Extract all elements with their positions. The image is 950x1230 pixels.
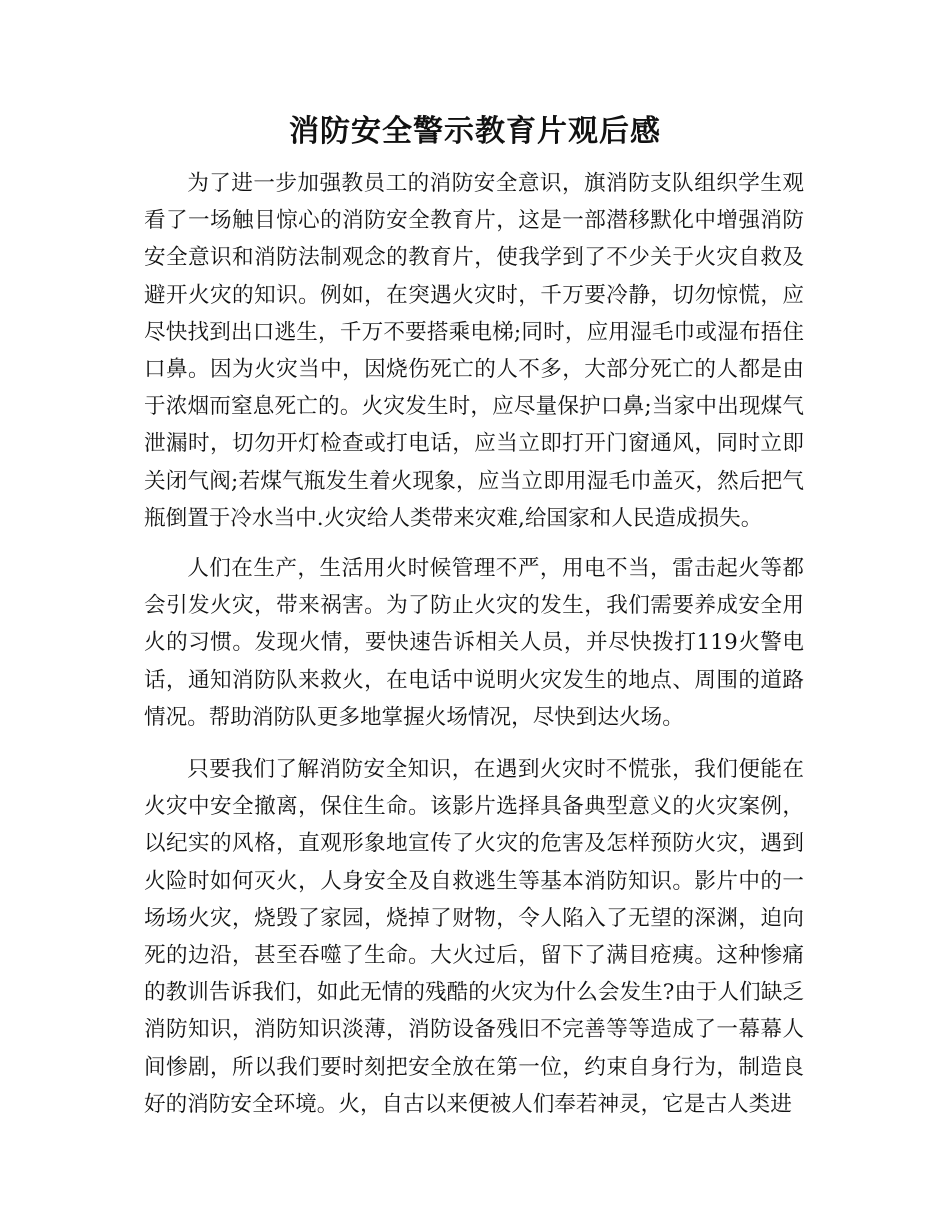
paragraph-3: 只要我们了解消防安全知识，在遇到火灾时不慌张，我们便能在火灾中安全撤离，保住生命。该影片选择具备典型意义的火灾案例，以纪实的风格，直观形象地宣传了火灾的危害及怎样预防火灾，遇到火险时如何灭火，人身安全及自救逃生等基本消防知识。影片中的一场场火灾，烧毁了家园，烧掉了财物，令人陷入了无望的深渊，迫向死的边沿，甚至吞噬了生命。大火过后，留下了满目疮痍。这种惨痛的教训告诉我们，如此无情的残酷的火灾为什么会发生?由于人们缺乏消防知识，消防知识淡薄，消防设备残旧不完善等等造成了一幕幕人间惨剧，所以我们要时刻把安全放在第一位，约束自身行为，制造良好的消防安全环境。火，自古以来便被人们奉若神灵，它是古人类进 (144, 757, 804, 1117)
document-title: 消防安全警示教育片观后感 (289, 114, 661, 149)
paragraph-1: 为了进一步加强教员工的消防安全意识，旗消防支队组织学生观看了一场触目惊心的消防安全教育片，这是一部潜移默化中增强消防安全意识和消防法制观念的教育片，使我学到了不少关于火灾自救及避开火灾的知识。例如，在突遇火灾时，千万要冷静，切勿惊慌，应尽快找到出口逃生，千万不要搭乘电梯;同时，应用湿毛巾或湿布捂住口鼻。因为火灾当中，因烧伤死亡的人不多，大部分死亡的人都是由于浓烟而窒息死亡的。火灾发生时，应尽量保护口鼻;当家中出现煤气泄漏时，切勿开灯检查或打电话，应当立即打开门窗通风，同时立即关闭气阀;若煤气瓶发生着火现象，应当立即用湿毛巾盖灭，然后把气瓶倒置于冷水当中.火灾给人类带来灾难,给国家和人民造成损失。 (144, 171, 804, 531)
paragraph-2: 人们在生产，生活用火时候管理不严，用电不当，雷击起火等都会引发火灾，带来祸害。为了防止火灾的发生，我们需要养成安全用火的习惯。发现火情，要快速告诉相关人员，并尽快拨打119火警电话，通知消防队来救火，在电话中说明火灾发生的地点、周围的道路情况。帮助消防队更多地掌握火场情况，尽快到达火场。 (144, 556, 804, 730)
